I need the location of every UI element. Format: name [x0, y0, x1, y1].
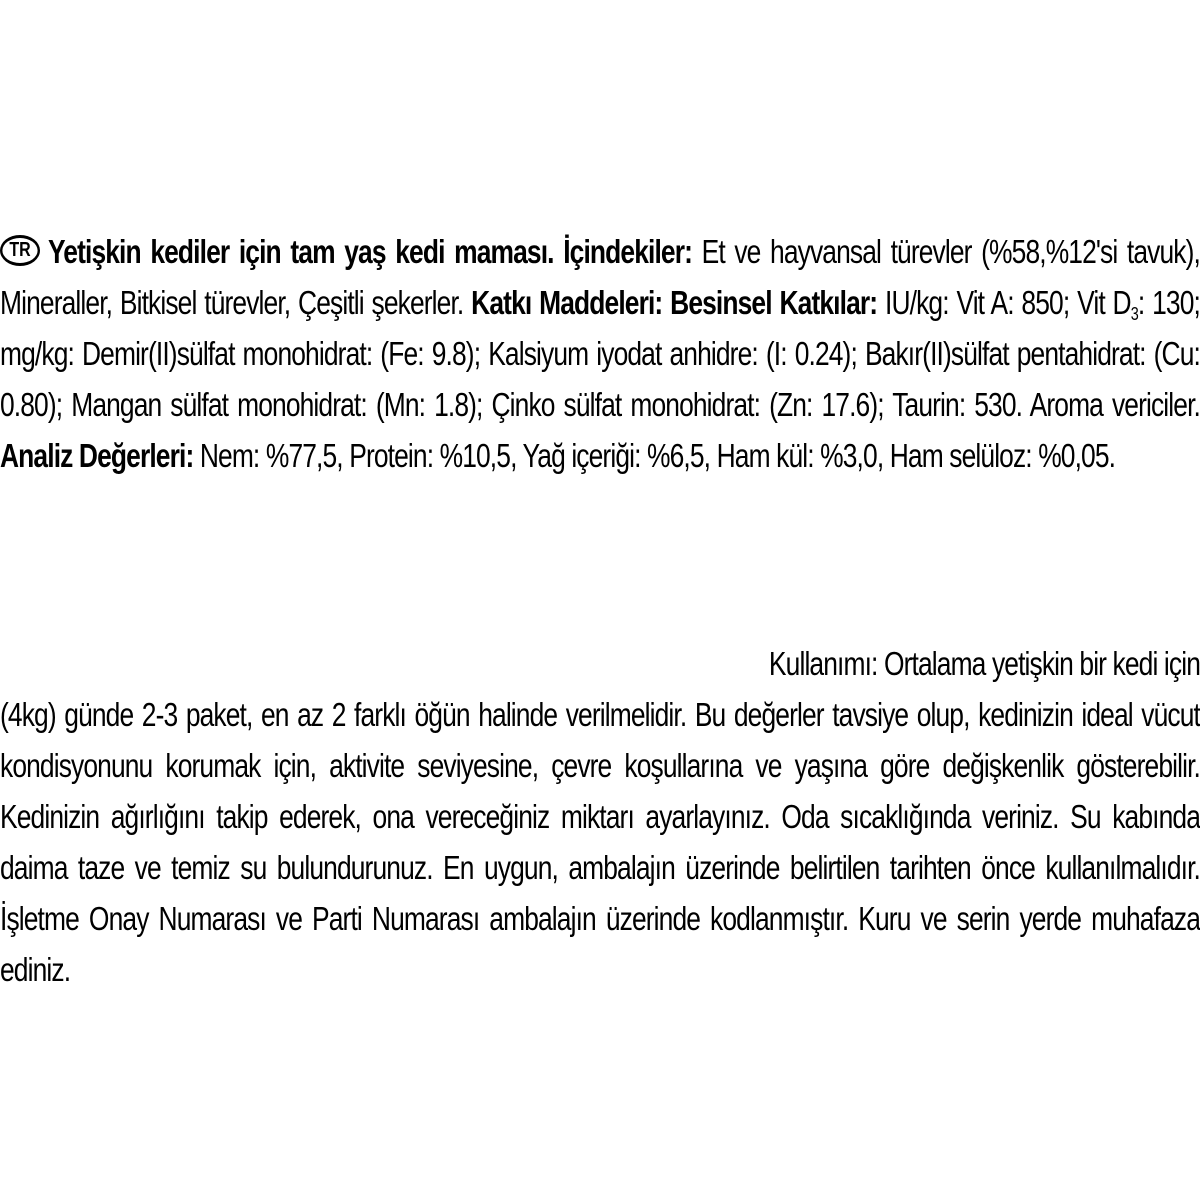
product-title: Yetişkin kediler için tam yaş kedi maması. [48, 233, 554, 270]
additives-text-start: IU/kg: Vit A: 850; Vit D [884, 284, 1131, 321]
ingredients-text: Et ve hayvansal türevler (%58,%12'si tavuk), Mineraller, Bitkisel türevler, Çeşitli şekerler. [0, 233, 1200, 321]
composition-paragraph [0, 226, 1200, 481]
additives-text-rest: : 130; mg/kg: Demir(II)sülfat monohidrat: (Fe: 9.8); Kalsiyum iyodat anhidre: (I: 0.24); Bakır(II)sülfat pentahidrat: (Cu: 0.80); Mangan sülfat monohidrat: (Mn: 1.8); Çinko sülfat monohidrat: (Zn: 17.6); Taurin: 530. Aroma vericiler. [0, 284, 1200, 423]
nutritional-additives-label: Besinsel Katkılar: [670, 284, 878, 321]
vit-d-subscript: 3 [1130, 304, 1138, 324]
additives-label: Katkı Maddeleri: [471, 284, 663, 321]
tr-language-badge: TR [0, 235, 40, 266]
analysis-label: Analiz Değerleri: [0, 437, 194, 474]
usage-paragraph [0, 638, 1200, 995]
ingredients-label: İçindekiler: [563, 233, 693, 270]
usage-heading-line: Kullanımı: Ortalama yetişkin bir kedi için [768, 645, 1200, 682]
usage-text: (4kg) günde 2-3 paket, en az 2 farklı öğün halinde verilmelidir. Bu değerler tavsiye olup, kedinizin ideal vücut kondisyonunu korumak için, aktivite seviyesine, çevre koşullarına ve yaşına göre değişkenlik gösterebilir. Kedinizin ağırlığını takip ederek, ona vereceğiniz miktarı ayarlayınız. Oda sıcaklığında veriniz. Su kabında daima taze ve temiz su bulundurunuz. En uygun, ambalajın üzerinde belirtilen tarihten önce kullanılmalıdır. İşletme Onay Numarası ve Parti Numarası ambalajın üzerinde kodlanmıştır. Kuru ve serin yerde muhafaza ediniz. [0, 696, 1200, 988]
analysis-text: Nem: %77,5, Protein: %10,5, Yağ içeriği: %6,5, Ham kül: %3,0, Ham selüloz: %0,05. [199, 437, 1116, 474]
